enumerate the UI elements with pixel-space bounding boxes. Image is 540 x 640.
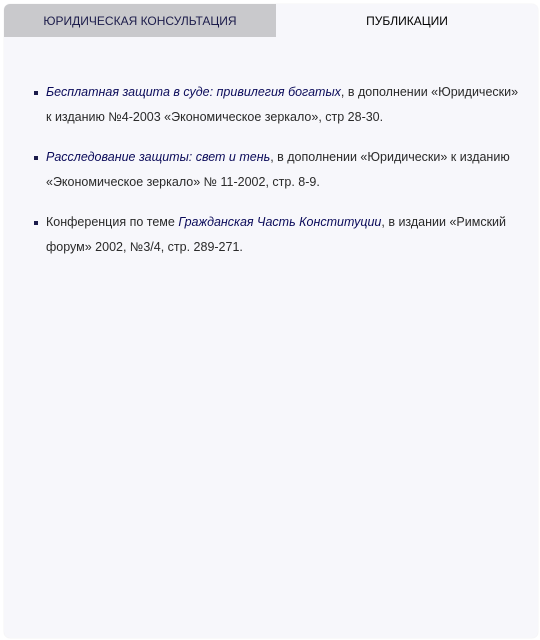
publications-list: [34, 80, 524, 260]
bullet-icon: [34, 91, 38, 95]
publications-content: [34, 80, 524, 275]
bullet-icon: [34, 156, 38, 160]
publications-panel: [4, 4, 538, 638]
tab-bar: [4, 4, 538, 37]
tab-legal-consultation[interactable]: ЮРИДИЧЕСКАЯ КОНСУЛЬТАЦИЯ: [4, 4, 276, 37]
publication-title-link[interactable]: Расследование защиты: свет и тень: [46, 150, 271, 164]
publication-details: , в издании «Римский форум» 2002, №3/4, стр. 289-271.: [46, 215, 507, 254]
publication-item: [34, 145, 524, 195]
publication-details: , в дополнении «Юридически» к изданию «Экономическое зеркало» № 11-2002, стр. 8-9.: [46, 150, 510, 189]
publication-title-link[interactable]: Гражданская Часть Конституции: [178, 215, 382, 229]
publication-prefix: Конференция по теме: [46, 215, 179, 229]
publication-item: [34, 80, 524, 130]
bullet-icon: [34, 221, 38, 225]
publication-details: , в дополнении «Юридически» к изданию №4-2003 «Экономическое зеркало», стр 28-30.: [46, 85, 519, 124]
publication-item: [34, 210, 524, 260]
tab-publications[interactable]: ПУБЛИКАЦИИ: [276, 4, 538, 37]
publication-title-link[interactable]: Бесплатная защита в суде: привилегия богатых: [46, 85, 341, 99]
